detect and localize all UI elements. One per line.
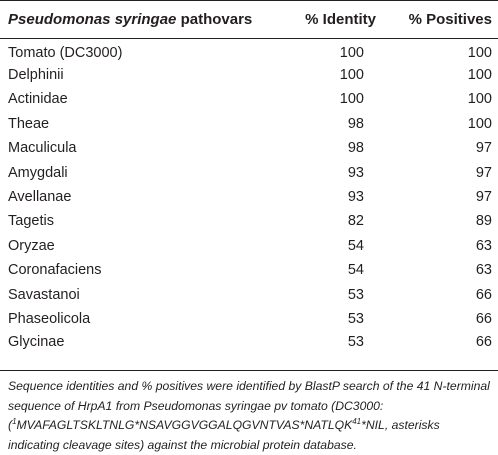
positives-cell: 97 (475, 164, 492, 181)
table-row (0, 87, 498, 111)
identity-cell: 100 (339, 91, 364, 108)
table-row (0, 185, 498, 209)
table-bottom-rule (0, 370, 498, 371)
footnote-superscript-1: 1 (12, 416, 17, 426)
table-footnote (8, 377, 494, 455)
positives-cell: 100 (467, 67, 492, 84)
positives-cell: 100 (467, 91, 492, 108)
positives-cell: 97 (475, 189, 492, 206)
pathovar-name-cell: Amygdali (8, 164, 68, 181)
table-header (0, 1, 498, 39)
header-pathovars (0, 1, 254, 39)
identity-cell: 82 (347, 213, 364, 230)
footnote-text-1: Sequence identities and % positives were identified by BlastP search of the 41 N-terminal sequence of HrpA1 from Pseudomonas syringae pv tomato (DC3000: ( (8, 379, 490, 432)
identity-cell: 93 (347, 164, 364, 181)
table-row (0, 39, 498, 63)
table-row (0, 136, 498, 160)
table-row (0, 160, 498, 184)
pathovar-name-cell: Actinidae (8, 91, 68, 108)
table-row (0, 258, 498, 282)
positives-cell: 100 (467, 44, 492, 61)
positives-cell: 66 (475, 310, 492, 327)
identity-cell: 100 (339, 67, 364, 84)
identity-cell: 53 (347, 310, 364, 327)
pathovar-name-cell: Tagetis (8, 213, 54, 230)
positives-cell: 100 (467, 115, 492, 132)
table-row (0, 112, 498, 136)
header-positives: % Positives (384, 1, 498, 39)
table-row (0, 209, 498, 233)
footnote-text-2: *NIL, asterisks indicating cleavage sites) against the microbial protein database. (8, 418, 440, 452)
pathovar-name-cell: Oryzae (8, 237, 55, 254)
positives-cell: 66 (475, 286, 492, 303)
header-pathovars-suffix: pathovars (176, 11, 253, 28)
table-row (0, 63, 498, 87)
identity-cell: 54 (347, 262, 364, 279)
pathovar-name-cell: Coronafaciens (8, 262, 102, 279)
header-row (0, 1, 498, 39)
pathovar-name-cell: Savastanoi (8, 286, 80, 303)
positives-cell: 63 (475, 262, 492, 279)
identity-cell: 54 (347, 237, 364, 254)
positives-cell: 66 (475, 334, 492, 351)
identity-cell: 93 (347, 189, 364, 206)
table-row (0, 331, 498, 355)
pathovar-name-cell: Tomato (DC3000) (8, 44, 123, 61)
positives-cell: 97 (475, 140, 492, 157)
pathovar-name-cell: Maculicula (8, 140, 77, 157)
pathovar-name-cell: Theae (8, 115, 50, 132)
identity-cell: 98 (347, 140, 364, 157)
table-body (0, 39, 498, 356)
pathovar-name-cell: Glycinae (8, 334, 65, 351)
pathovar-name-cell: Avellanae (8, 189, 72, 206)
positives-cell: 63 (475, 237, 492, 254)
table-row (0, 307, 498, 331)
identity-cell: 100 (339, 44, 364, 61)
identity-cell: 53 (347, 286, 364, 303)
identity-cell: 53 (347, 334, 364, 351)
pathovar-name-cell: Phaseolicola (8, 310, 91, 327)
table-row (0, 234, 498, 258)
footnote-sequence: MVAFAGLTSKLTNLG*NSAVGGVGGALQGVNTVAS*NATLQK (16, 418, 353, 432)
identity-cell: 98 (347, 115, 364, 132)
footnote-superscript-41: 41 (352, 416, 362, 426)
header-species-name: Pseudomonas syringae (8, 11, 177, 28)
header-identity: % Identity (254, 1, 384, 39)
pathovar-name-cell: Delphinii (8, 67, 64, 84)
positives-cell: 89 (475, 213, 492, 230)
table-row (0, 282, 498, 306)
